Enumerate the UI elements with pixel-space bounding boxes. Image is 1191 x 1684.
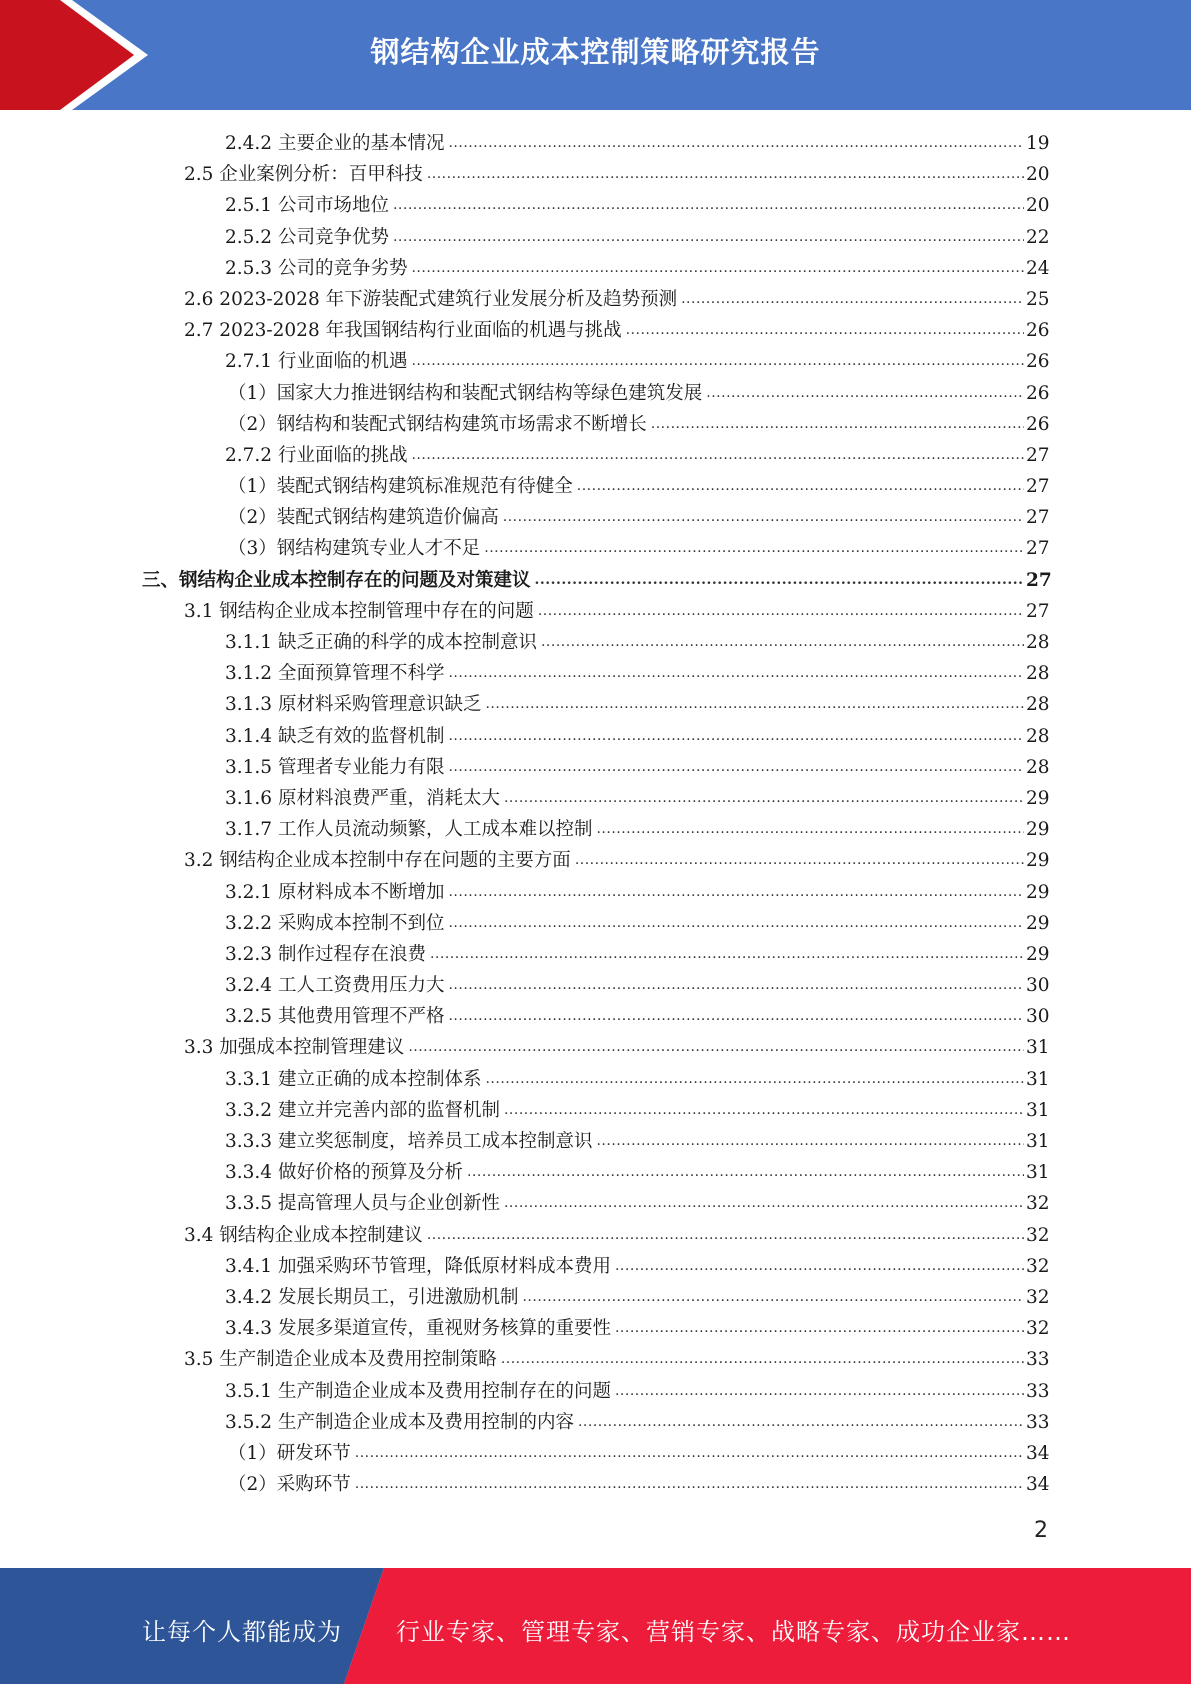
dot-leader (485, 1064, 1024, 1095)
toc-entry-page: 27 (1026, 507, 1050, 529)
toc-entry-page: 32 (1026, 1224, 1050, 1246)
dot-leader (393, 190, 1024, 221)
toc-entry[interactable] (0, 596, 1191, 627)
toc-entry-title: 2.7 2023-2028 年我国钢结构行业面临的机遇与挑战 (184, 320, 622, 342)
toc-entry-page: 32 (1026, 1255, 1050, 1277)
dot-leader (448, 658, 1024, 689)
toc-entry[interactable] (0, 1095, 1191, 1126)
toc-entry-page: 32 (1026, 1193, 1050, 1215)
toc-entry-title: 3.1.7 工作人员流动频繁，人工成本难以控制 (225, 819, 593, 841)
toc-entry[interactable] (0, 970, 1191, 1001)
toc-entry-title: （2）装配式钢结构建筑造价偏高 (228, 507, 499, 529)
toc-entry-title: （1）研发环节 (228, 1442, 351, 1464)
footer-slogan-right: 行业专家、管理专家、营销专家、战略专家、成功企业家…… (396, 1618, 1071, 1646)
toc-entry-page: 28 (1026, 694, 1050, 716)
toc-entry-title: （2）采购环节 (228, 1474, 351, 1496)
toc-entry-page: 31 (1026, 1131, 1050, 1152)
dot-leader (535, 565, 1024, 596)
toc-entry[interactable] (0, 689, 1191, 720)
toc-entry[interactable] (0, 1376, 1191, 1407)
toc-entry[interactable] (0, 1188, 1191, 1219)
dot-leader (501, 1344, 1024, 1375)
toc-entry-title: 3.5.2 生产制造企业成本及费用控制的内容 (225, 1411, 574, 1433)
report-title: 钢结构企业成本控制策略研究报告 (370, 35, 821, 69)
dot-leader (355, 1469, 1024, 1500)
dot-leader (575, 845, 1024, 876)
dot-leader (448, 721, 1024, 752)
dot-leader (485, 689, 1024, 720)
toc-entry[interactable] (0, 159, 1191, 190)
toc-entry[interactable] (0, 1157, 1191, 1188)
toc-entry-title: 2.4.2 主要企业的基本情况 (225, 133, 445, 154)
toc-entry-title: 三、钢结构企业成本控制存在的问题及对策建议 (142, 569, 531, 591)
toc-entry-page: 27 (1026, 538, 1050, 560)
dot-leader (408, 1032, 1024, 1063)
toc-entry[interactable] (0, 471, 1191, 502)
toc-entry-page: 32 (1026, 1318, 1050, 1340)
toc-entry-page: 24 (1026, 257, 1050, 279)
dot-leader (448, 877, 1024, 908)
toc-entry-title: 3.3.1 建立正确的成本控制体系 (225, 1068, 482, 1090)
dot-leader (596, 1126, 1024, 1157)
toc-entry-title: 3.3.3 建立奖惩制度，培养员工成本控制意识 (225, 1131, 593, 1152)
toc-entry-title: 3.4.3 发展多渠道宣传，重视财务核算的重要性 (225, 1318, 611, 1340)
toc-entry[interactable] (0, 315, 1191, 346)
toc-entry[interactable] (0, 1064, 1191, 1095)
toc-entry-title: 3.1.1 缺乏正确的科学的成本控制意识 (225, 632, 537, 653)
dot-leader (578, 1407, 1024, 1438)
toc-entry-page: 30 (1026, 1006, 1050, 1028)
toc-entry-page: 26 (1026, 351, 1050, 373)
toc-entry[interactable] (0, 877, 1191, 908)
toc-entry[interactable] (0, 814, 1191, 845)
toc-entry-page: 27 (1026, 476, 1050, 498)
toc-entry-page: 31 (1026, 1099, 1050, 1121)
toc-entry-title: 3.4.2 发展长期员工，引进激励机制 (225, 1286, 519, 1308)
toc-entry[interactable] (0, 253, 1191, 284)
toc-entry[interactable] (0, 1469, 1191, 1500)
toc-entry[interactable] (0, 845, 1191, 876)
toc-entry-title: 3.4.1 加强采购环节管理，降低原材料成本费用 (225, 1255, 611, 1277)
dot-leader (448, 128, 1024, 159)
toc-entry-page: 33 (1026, 1380, 1050, 1402)
toc-entry-page: 28 (1026, 632, 1050, 653)
dot-leader (448, 970, 1024, 1001)
dot-leader (615, 1376, 1024, 1407)
dot-leader (467, 1157, 1024, 1188)
dot-leader (596, 814, 1024, 845)
toc-entry-page: 20 (1026, 195, 1050, 217)
dot-leader (503, 502, 1024, 533)
toc-entry[interactable] (0, 1438, 1191, 1469)
toc-entry-page: 28 (1026, 756, 1050, 778)
dot-leader (538, 596, 1024, 627)
toc-entry-page: 31 (1026, 1037, 1050, 1059)
toc-entry-title: 2.6 2023-2028 年下游装配式建筑行业发展分析及趋势预测 (184, 288, 678, 310)
toc-entry-title: （1）国家大力推进钢结构和装配式钢结构等绿色建筑发展 (228, 382, 703, 404)
toc-entry[interactable] (0, 1251, 1191, 1282)
dot-leader (411, 346, 1024, 377)
toc-entry-title: 3.2.4 工人工资费用压力大 (225, 975, 445, 997)
toc-entry-page: 25 (1026, 288, 1050, 310)
toc-entry-page: 26 (1026, 382, 1050, 404)
toc-entry-page: 26 (1026, 413, 1050, 435)
toc-entry-title: 3.2.3 制作过程存在浪费 (225, 943, 426, 965)
toc-entry-title: （3）钢结构建筑专业人才不足 (228, 538, 481, 560)
toc-entry[interactable] (0, 222, 1191, 253)
toc-entry-page: 26 (1026, 320, 1050, 342)
toc-entry[interactable] (0, 440, 1191, 471)
toc-entry[interactable] (0, 128, 1191, 159)
table-of-contents (0, 128, 1191, 1500)
dot-leader (430, 939, 1024, 970)
toc-entry-title: 3.3.2 建立并完善内部的监督机制 (225, 1099, 500, 1121)
toc-entry-page: 30 (1026, 975, 1050, 997)
toc-entry-page: 27 (1026, 569, 1052, 591)
toc-entry[interactable] (0, 1126, 1191, 1157)
toc-entry-page: 29 (1026, 881, 1050, 903)
dot-leader (355, 1438, 1024, 1469)
toc-entry-page: 28 (1026, 663, 1050, 685)
dot-leader (448, 752, 1024, 783)
toc-entry-title: 3.2 钢结构企业成本控制中存在问题的主要方面 (184, 850, 571, 872)
toc-entry-page: 29 (1026, 850, 1050, 872)
toc-entry[interactable] (0, 658, 1191, 689)
toc-entry-title: （1）装配式钢结构建筑标准规范有待健全 (228, 476, 573, 498)
dot-leader (427, 159, 1024, 190)
toc-entry[interactable] (0, 284, 1191, 315)
toc-entry-page: 32 (1026, 1286, 1050, 1308)
toc-entry[interactable] (0, 1282, 1191, 1313)
dot-leader (393, 222, 1024, 253)
dot-leader (626, 315, 1024, 346)
toc-entry-page: 27 (1026, 600, 1050, 622)
toc-entry[interactable] (0, 783, 1191, 814)
dot-leader (504, 1188, 1024, 1219)
toc-entry-title: 3.1.2 全面预算管理不科学 (225, 663, 445, 685)
dot-leader (448, 908, 1024, 939)
toc-entry[interactable] (0, 752, 1191, 783)
page-footer (0, 1568, 1191, 1684)
dot-leader (522, 1282, 1024, 1313)
toc-entry-title: 3.1.5 管理者专业能力有限 (225, 756, 445, 778)
toc-entry-page: 31 (1026, 1162, 1050, 1184)
toc-entry-page: 28 (1026, 725, 1050, 747)
toc-entry-page: 34 (1026, 1442, 1050, 1464)
toc-entry-page: 20 (1026, 164, 1050, 186)
toc-entry-page: 29 (1026, 787, 1050, 809)
toc-entry[interactable] (0, 190, 1191, 221)
dot-leader (448, 1001, 1024, 1032)
toc-entry[interactable] (0, 1001, 1191, 1032)
toc-entry-title: 2.5.2 公司竞争优势 (225, 226, 389, 248)
dot-leader (411, 253, 1024, 284)
dot-leader (427, 1220, 1024, 1251)
toc-entry-title: 2.5 企业案例分析：百甲科技 (184, 164, 423, 186)
toc-entry-title: 3.3 加强成本控制管理建议 (184, 1037, 405, 1059)
toc-entry[interactable] (0, 721, 1191, 752)
toc-entry[interactable] (0, 378, 1191, 409)
toc-entry[interactable] (0, 533, 1191, 564)
toc-entry-title: 3.1.4 缺乏有效的监督机制 (225, 725, 445, 747)
toc-entry-title: 3.2.1 原材料成本不断增加 (225, 881, 445, 903)
toc-entry-page: 29 (1026, 819, 1050, 841)
toc-entry-title: 3.4 钢结构企业成本控制建议 (184, 1224, 423, 1246)
page-header (0, 0, 1191, 110)
toc-entry-title: 3.1.6 原材料浪费严重，消耗太大 (225, 787, 500, 809)
dot-leader (577, 471, 1024, 502)
dot-leader (615, 1313, 1024, 1344)
dot-leader (681, 284, 1024, 315)
toc-entry[interactable] (0, 908, 1191, 939)
toc-entry-title: （2）钢结构和装配式钢结构建筑市场需求不断增长 (228, 413, 647, 435)
toc-entry-page: 31 (1026, 1068, 1050, 1090)
toc-entry[interactable] (0, 1220, 1191, 1251)
toc-entry[interactable] (0, 1407, 1191, 1438)
toc-entry-page: 29 (1026, 912, 1050, 934)
toc-entry[interactable] (0, 565, 1191, 596)
toc-entry-page: 29 (1026, 943, 1050, 965)
toc-entry-title: 3.1.3 原材料采购管理意识缺乏 (225, 694, 482, 716)
toc-entry[interactable] (0, 1344, 1191, 1375)
dot-leader (504, 1095, 1024, 1126)
toc-entry[interactable] (0, 627, 1191, 658)
toc-entry-title: 3.3.4 做好价格的预算及分析 (225, 1162, 463, 1184)
dot-leader (411, 440, 1024, 471)
toc-entry[interactable] (0, 409, 1191, 440)
toc-entry-page: 33 (1026, 1349, 1050, 1371)
page-number: 2 (1034, 1518, 1048, 1543)
toc-entry[interactable] (0, 502, 1191, 533)
toc-entry-title: 3.3.5 提高管理人员与企业创新性 (225, 1193, 500, 1215)
toc-entry-page: 19 (1026, 133, 1050, 154)
dot-leader (484, 533, 1024, 564)
toc-entry-title: 3.5 生产制造企业成本及费用控制策略 (184, 1349, 497, 1371)
toc-entry-title: 3.2.5 其他费用管理不严格 (225, 1006, 445, 1028)
dot-leader (615, 1251, 1024, 1282)
toc-entry-title: 3.1 钢结构企业成本控制管理中存在的问题 (184, 600, 534, 622)
toc-entry-title: 2.7.1 行业面临的机遇 (225, 351, 408, 373)
toc-entry[interactable] (0, 346, 1191, 377)
toc-entry[interactable] (0, 1313, 1191, 1344)
toc-entry-title: 2.5.3 公司的竞争劣势 (225, 257, 408, 279)
toc-entry-title: 3.2.2 采购成本控制不到位 (225, 912, 445, 934)
toc-entry-page: 33 (1026, 1411, 1050, 1433)
toc-entry-title: 2.7.2 行业面临的挑战 (225, 444, 408, 466)
dot-leader (706, 378, 1024, 409)
toc-entry-title: 3.5.1 生产制造企业成本及费用控制存在的问题 (225, 1380, 611, 1402)
dot-leader (651, 409, 1024, 440)
toc-entry-title: 2.5.1 公司市场地位 (225, 195, 389, 217)
toc-entry-page: 27 (1026, 444, 1050, 466)
toc-entry[interactable] (0, 1032, 1191, 1063)
toc-entry-page: 34 (1026, 1474, 1050, 1496)
dot-leader (504, 783, 1024, 814)
toc-entry[interactable] (0, 939, 1191, 970)
footer-slogan-left: 让每个人都能成为 (142, 1618, 342, 1646)
toc-entry-page: 22 (1026, 226, 1050, 248)
dot-leader (541, 627, 1024, 658)
